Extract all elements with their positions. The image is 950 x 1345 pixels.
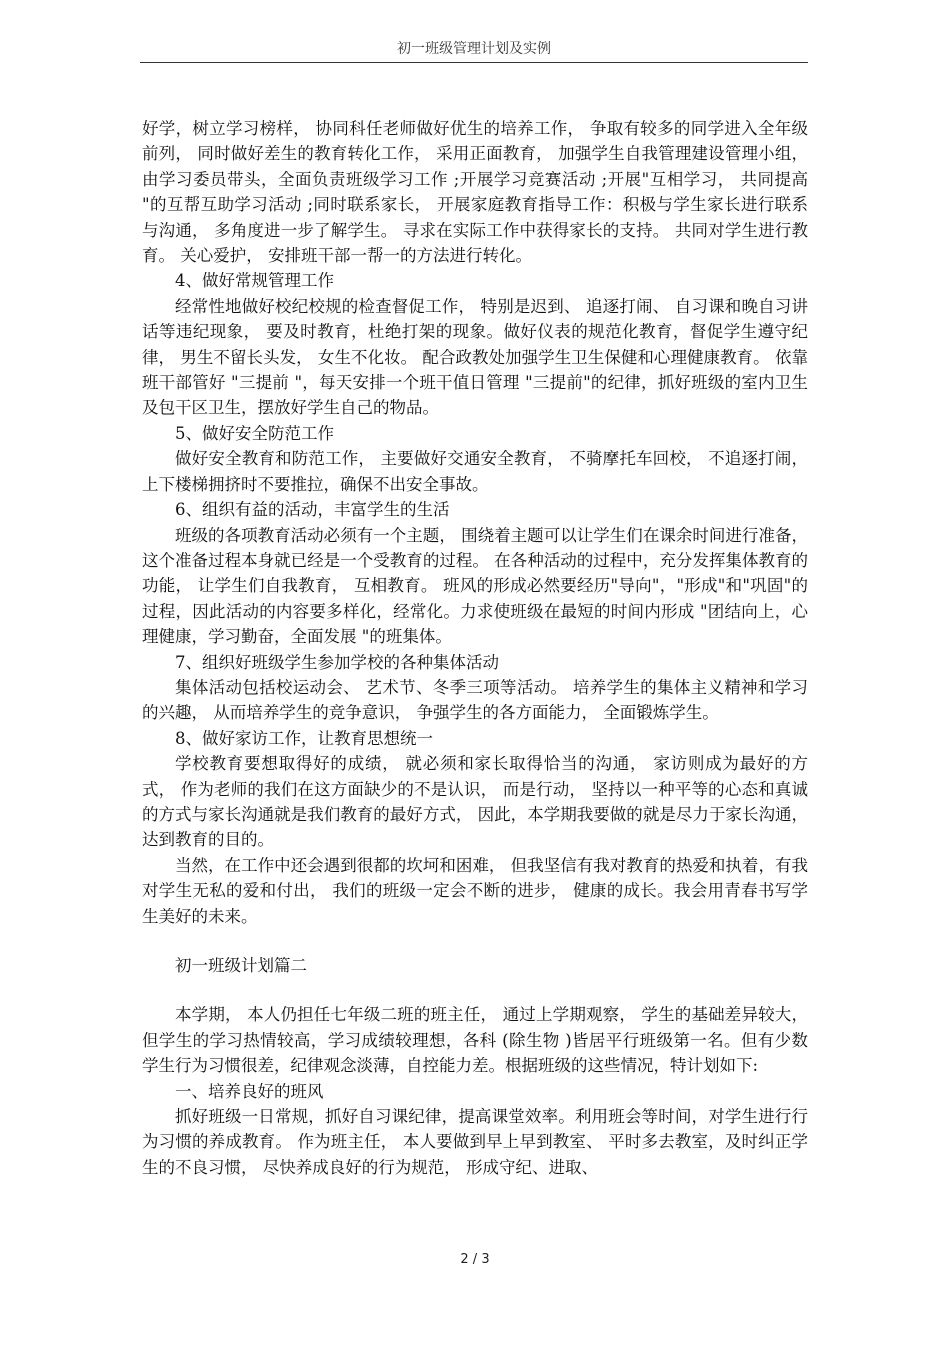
document-body — [142, 116, 808, 1180]
paragraph: 经常性地做好校纪校规的检查督促工作， 特别是迟到、 追逐打闹、 自习课和晚自习讲话等违纪现象， 要及时教育，杜绝打架的现象。做好仪表的规范化教育，督促学生遵守纪律， 男生不留长头发， 女生不化妆。 配合政教处加强学生卫生保健和心理健康教育。 依靠班干部管好 "三提前 "，每天安排一个班干值日管理 "三提前"的纪律，抓好班级的室内卫生及包干区卫生，摆放好学生自己的物品。 — [142, 296, 808, 418]
paragraph: 班级的各项教育活动必须有一个主题， 围绕着主题可以让学生们在课余时间进行准备，这个准备过程本身就已经是一个受教育的过程。 在各种活动的过程中，充分发挥集体教育的功能， 让学生们自我教育， 互相教育。 班风的形成必然要经历"导向"，"形成"和"巩固"的过程，因此活动的内容要多样化，经常化。力求使班级在最短的时间内形成 "团结向上，心理健康，学习勤奋，全面发展 "的班集体。 — [142, 525, 808, 647]
section-heading: 5、做好安全防范工作 — [175, 423, 334, 443]
page-number: 2 / 3 — [460, 1252, 490, 1267]
paragraph: 做好安全教育和防范工作， 主要做好交通安全教育， 不骑摩托车回校， 不追逐打闹，上下楼梯拥挤时不要推拉，确保不出安全事故。 — [142, 449, 808, 494]
paragraph: 学校教育要想取得好的成绩， 就必须和家长取得恰当的沟通， 家访则成为最好的方式， 作为老师的我们在这方面缺少的不是认识， 而是行动， 坚持以一种平等的心态和真诚的方式与家长沟通就是我们教育的最好方式， 因此，本学期我要做的就是尽力于家长沟通，达到教育的目的。 — [142, 754, 808, 850]
section-heading: 一、培养良好的班风 — [175, 1081, 324, 1101]
paragraph: 好学，树立学习榜样， 协同科任老师做好优生的培养工作， 争取有较多的同学进入全年级前列， 同时做好差生的教育转化工作， 采用正面教育， 加强学生自我管理建设管理小组，由学习委员带头，全面负责班级学习工作 ;开展学习竞赛活动 ;开展"互相学习， 共同提高 "的互帮互助学习活动 ;同时联系家长， 开展家庭教育指导工作：积极与学生家长进行联系与沟通， 多角度进一步了解学生。 寻求在实际工作中获得家长的支持。 共同对学生进行教育。 关心爱护， 安排班干部一帮一的方法进行转化。 — [142, 119, 808, 266]
section-heading: 8、做好家访工作，让教育思想统一 — [175, 728, 433, 748]
paragraph: 集体活动包括校运动会、 艺术节、冬季三项等活动。 培养学生的集体主义精神和学习的兴趣， 从而培养学生的竞争意识， 争强学生的各方面能力， 全面锻炼学生。 — [142, 677, 808, 723]
section-heading: 6、组织有益的活动，丰富学生的生活 — [175, 500, 450, 520]
section-heading: 4、做好常规管理工作 — [175, 271, 334, 291]
paragraph: 抓好班级一日常规，抓好自习课纪律，提高课堂效率。利用班会等时间，对学生进行行为习惯的养成教育。 作为班主任， 本人要做到早上早到教室、 平时多去教室，及时纠正学生的不良习惯， 尽快养成良好的行为规范， 形成守纪、进取、 — [142, 1107, 808, 1177]
page-header-title: 初一班级管理计划及实例 — [397, 41, 551, 57]
paragraph: 当然，在工作中还会遇到很都的坎坷和困难， 但我坚信有我对教育的热爱和执着，有我对学生无私的爱和付出， 我们的班级一定会不断的进步， 健康的成长。我会用青春书写学生美好的未来。 — [142, 855, 808, 926]
paragraph: 本学期， 本人仍担任七年级二班的班主任， 通过上学期观察， 学生的基础差异较大，但学生的学习热情较高，学习成绩较理想，各科 (除生物 )皆居平行班级第一名。但有少数学生行为习惯很差，纪律观念淡薄，自控能力差。根据班级的这些情况，特计划如下: — [142, 1005, 808, 1076]
subtitle-heading: 初一班级计划篇二 — [175, 956, 307, 975]
header-divider — [140, 62, 808, 63]
section-heading: 7、组织好班级学生参加学校的各种集体活动 — [175, 652, 499, 672]
